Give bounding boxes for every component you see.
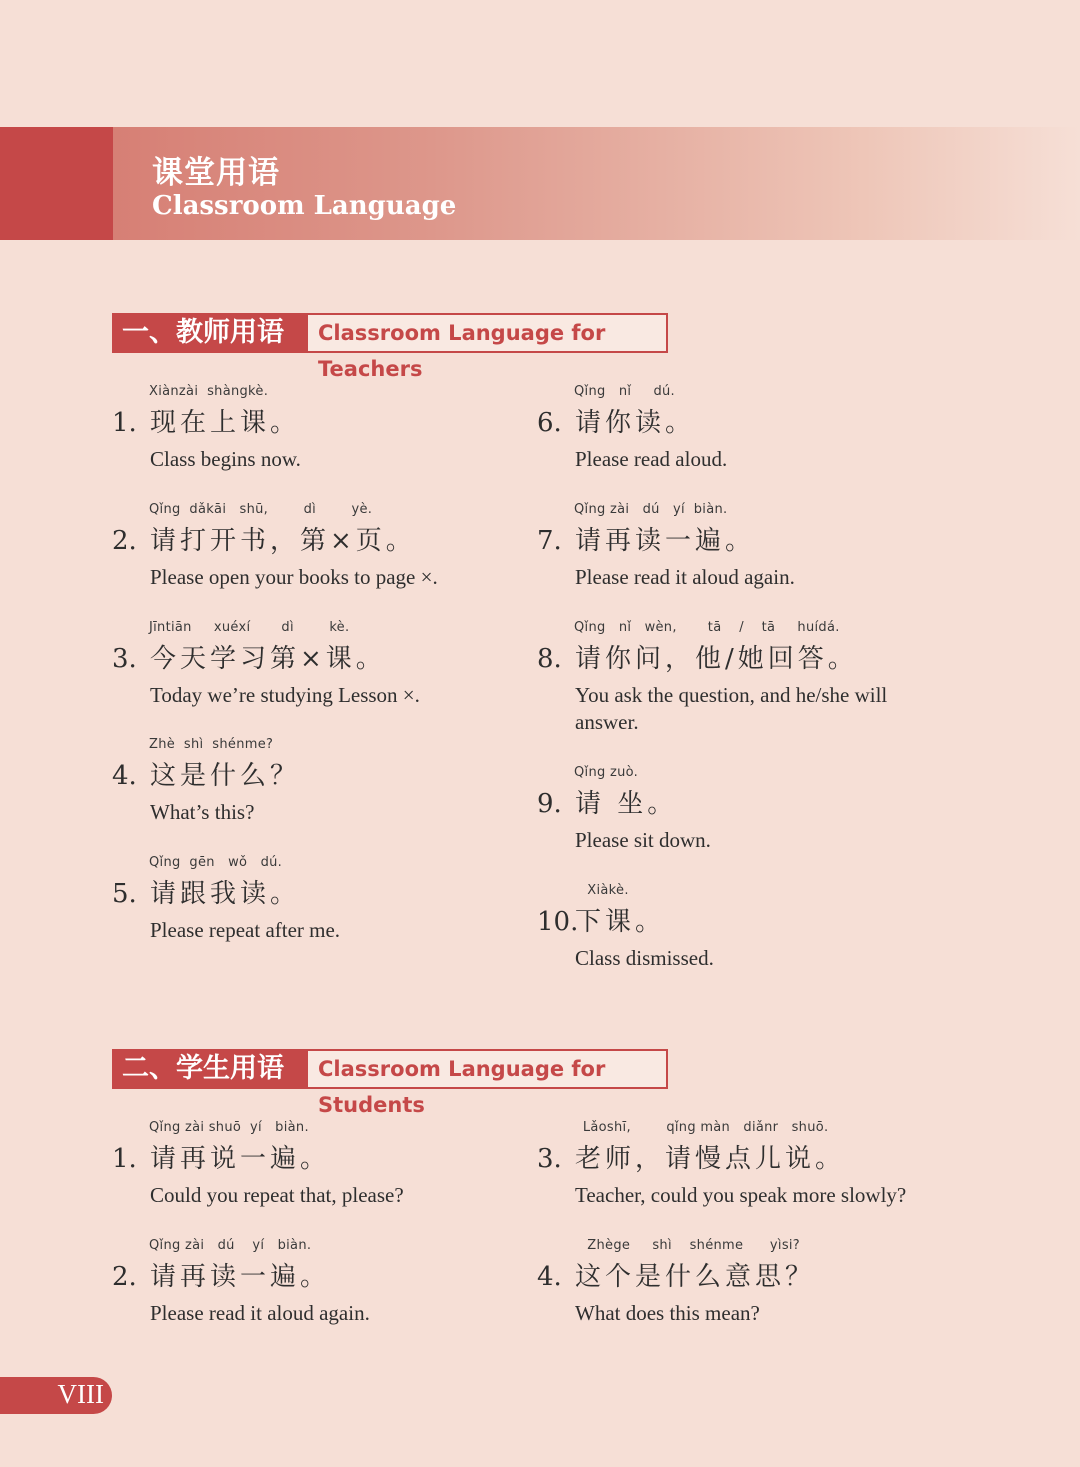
english-translation: What’s this?	[150, 800, 255, 824]
page-title-chinese: 课堂用语	[152, 155, 280, 191]
english-translation: What does this mean?	[575, 1301, 760, 1325]
pinyin: Xiàkè.	[574, 883, 629, 898]
section-heading-students	[112, 1049, 668, 1117]
item-number: 3.	[537, 1144, 562, 1174]
pinyin: Zhè shì shénme?	[149, 737, 274, 752]
item-number: 7.	[537, 526, 562, 556]
section-label-english: Classroom Language for Teachers	[308, 313, 668, 353]
hanzi-text: 请跟我读。	[150, 879, 301, 909]
item-number: 2.	[112, 1262, 137, 1292]
pinyin: Qǐng zuò.	[574, 765, 639, 780]
english-translation: Please sit down.	[575, 828, 711, 852]
item-number: 6.	[537, 408, 562, 438]
english-translation: Teacher, could you speak more slowly?	[575, 1183, 907, 1207]
chinese-phrase	[537, 1256, 815, 1293]
item-number: 9.	[537, 789, 562, 819]
chinese-phrase	[537, 520, 755, 557]
chinese-phrase	[112, 1256, 330, 1293]
hanzi-text: 请再说一遍。	[150, 1144, 331, 1174]
hanzi-text: 现在上课。	[150, 408, 301, 438]
item-number: 5.	[112, 879, 137, 909]
pinyin: Qǐng nǐ dú.	[574, 384, 675, 399]
pinyin: Lǎoshī, qǐng màn diǎnr shuō.	[574, 1120, 829, 1135]
chinese-phrase	[537, 901, 665, 938]
page-title-english: Classroom Language	[152, 191, 457, 221]
section-heading-teachers	[112, 313, 668, 381]
hanzi-text: 请你读。	[575, 408, 696, 438]
hanzi-text: 请再读一遍。	[150, 1262, 331, 1292]
chinese-phrase	[537, 402, 695, 439]
chinese-phrase	[112, 755, 300, 792]
item-number: 4.	[112, 761, 137, 791]
pinyin: Zhège shì shénme yìsi?	[574, 1238, 800, 1253]
chinese-phrase	[537, 783, 677, 820]
item-number: 4.	[537, 1262, 562, 1292]
section-label-chinese: 一、教师用语	[112, 313, 308, 353]
english-translation: Please read it aloud again.	[575, 565, 795, 589]
english-translation: Please open your books to page ×.	[150, 565, 438, 589]
chinese-phrase	[112, 1138, 330, 1175]
hanzi-text: 这个是什么意思？	[575, 1262, 816, 1292]
item-number: 1.	[112, 408, 137, 438]
pinyin: Qǐng dǎkāi shū, dì yè.	[149, 502, 373, 517]
chinese-phrase	[537, 638, 858, 675]
chinese-phrase	[112, 638, 386, 675]
english-translation: Today we’re studying Lesson ×.	[150, 683, 420, 707]
pinyin: Jīntiān xuéxí dì kè.	[149, 620, 350, 635]
item-number: 2.	[112, 526, 137, 556]
page-number-tab	[0, 1377, 112, 1414]
pinyin: Qǐng gēn wǒ dú.	[149, 855, 283, 870]
hanzi-text: 这是什么？	[150, 761, 301, 791]
item-number: 1.	[112, 1144, 137, 1174]
chinese-phrase	[112, 520, 416, 557]
english-translation: Please read it aloud again.	[150, 1301, 370, 1325]
pinyin: Qǐng zài shuō yí biàn.	[149, 1120, 309, 1135]
english-translation: You ask the question, and he/she will answer.	[575, 683, 888, 734]
english-translation: Class dismissed.	[575, 946, 714, 970]
english-translation: Please repeat after me.	[150, 918, 341, 942]
hanzi-text: 老师，请慢点儿说。	[575, 1144, 846, 1174]
pinyin: Qǐng zài dú yí biàn.	[149, 1238, 312, 1253]
hanzi-text: 今天学习第×课。	[150, 644, 386, 674]
banner-accent-block	[0, 127, 113, 240]
page-number: VIII	[57, 1379, 104, 1409]
item-number: 10.	[537, 907, 579, 937]
english-translation: Could you repeat that, please?	[150, 1183, 404, 1207]
hanzi-text: 请再读一遍。	[575, 526, 756, 556]
pinyin: Qǐng zài dú yí biàn.	[574, 502, 728, 517]
hanzi-text: 请你问，他/她回答。	[575, 644, 858, 674]
item-number: 8.	[537, 644, 562, 674]
hanzi-text: 请打开书，第×页。	[150, 526, 416, 556]
pinyin: Qǐng nǐ wèn, tā / tā huídá.	[574, 620, 840, 635]
section-label-chinese: 二、学生用语	[112, 1049, 308, 1089]
hanzi-text: 请 坐。	[575, 789, 678, 819]
hanzi-text: 下课。	[575, 907, 666, 937]
title-banner	[0, 127, 1080, 240]
english-translation: Please read aloud.	[575, 447, 728, 471]
item-number: 3.	[112, 644, 137, 674]
pinyin: Xiànzài shàngkè.	[149, 384, 269, 399]
chinese-phrase	[112, 402, 300, 439]
english-translation: Class begins now.	[150, 447, 301, 471]
section-label-english: Classroom Language for Students	[308, 1049, 668, 1089]
chinese-phrase	[112, 873, 300, 910]
chinese-phrase	[537, 1138, 845, 1175]
